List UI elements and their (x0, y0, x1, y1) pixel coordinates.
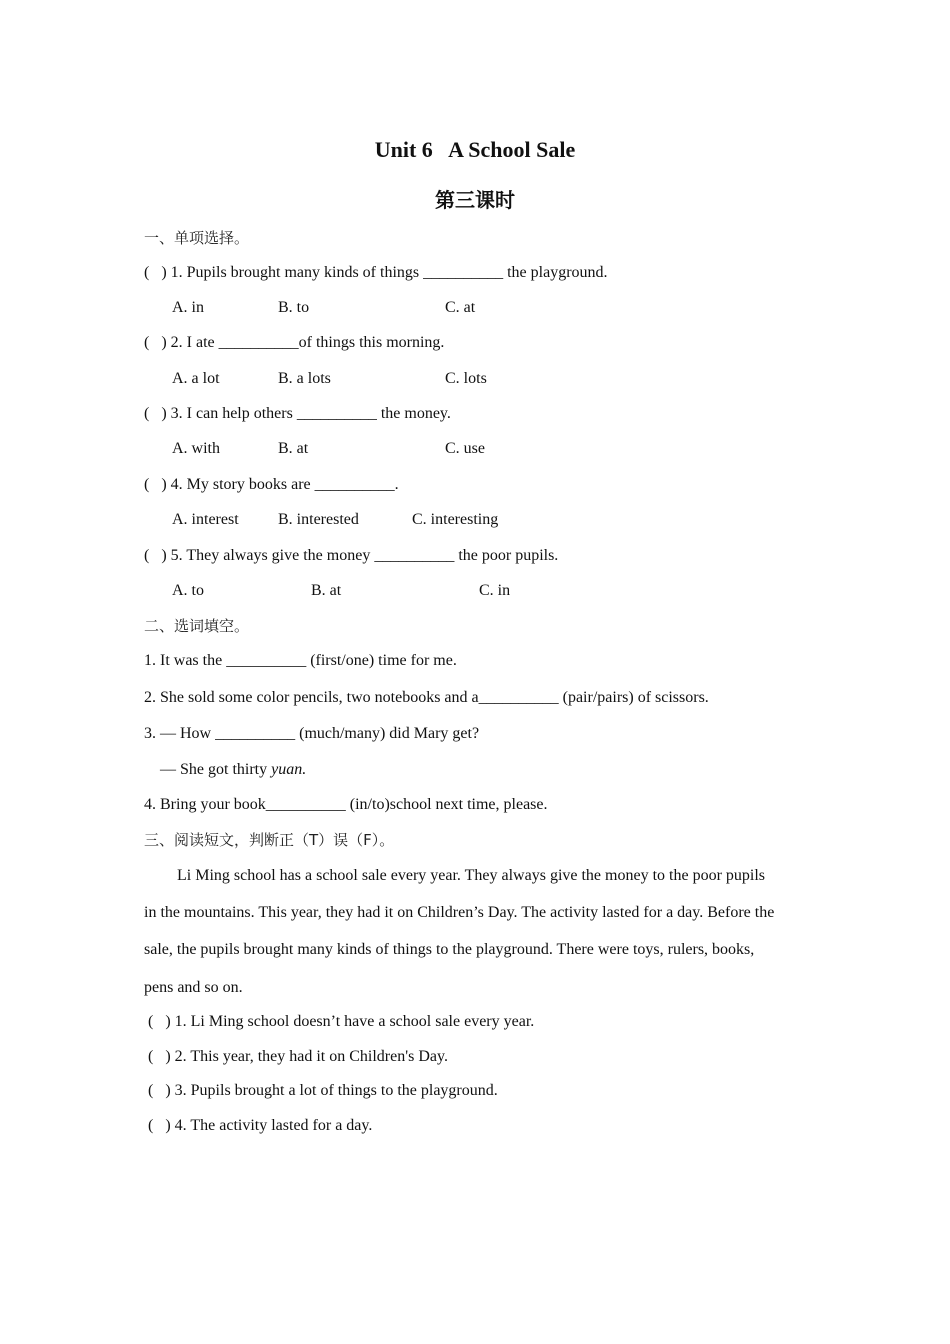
question-4-option-a: A. interest (172, 511, 239, 528)
question-3-option-b: B. at (278, 440, 309, 457)
fill-item-3-answer-text: — She got thirty (160, 761, 272, 778)
passage-line-1: Li Ming school has a school sale every year. They always give the money to the poor pupils (177, 867, 766, 884)
statement-4: ( ) 4. The activity lasted for a day. (148, 1117, 373, 1134)
fill-item-3-answer-unit: yuan. (271, 761, 307, 778)
fill-item-4: 4. Bring your book__________ (in/to)school next time, please. (144, 796, 548, 813)
fill-item-3-answer (160, 760, 306, 780)
section3-heading: 三、阅读短文，判断正（T）误（F）。 (144, 831, 395, 849)
passage-line-2: in the mountains. This year, they had it on Children’s Day. The activity lasted for a day. Before the (144, 904, 775, 921)
question-3-option-c: C. use (445, 440, 485, 457)
section1-heading: 一、单项选择。 (144, 229, 250, 247)
question-5-option-c: C. in (479, 582, 511, 599)
question-3-stem: ( ) 3. I can help others __________ the money. (144, 405, 451, 422)
question-4-option-c: C. interesting (412, 511, 499, 528)
question-5-option-b: B. at (311, 582, 342, 599)
passage-line-3: sale, the pupils brought many kinds of things to the playground. There were toys, rulers, books, (144, 941, 755, 958)
question-5-stem: ( ) 5. They always give the money __________ the poor pupils. (144, 547, 559, 564)
question-3-option-a: A. with (172, 440, 220, 457)
worksheet-title: Unit 6 A School Sale (374, 137, 576, 162)
section2-heading: 二、选词填空。 (144, 617, 250, 635)
passage-line-4: pens and so on. (144, 979, 243, 996)
question-5-option-a: A. to (172, 582, 204, 599)
statement-2: ( ) 2. This year, they had it on Children's Day. (148, 1048, 448, 1065)
question-1-option-a: A. in (172, 299, 204, 316)
lesson-subtitle: 第三课时 (435, 188, 515, 212)
question-4-option-b: B. interested (278, 511, 359, 528)
question-4-stem: ( ) 4. My story books are __________. (144, 476, 399, 493)
question-1-stem: ( ) 1. Pupils brought many kinds of things __________ the playground. (144, 264, 608, 281)
question-2-option-a: A. a lot (172, 370, 220, 387)
fill-item-3: 3. — How __________ (much/many) did Mary get? (144, 725, 480, 742)
question-1-option-c: C. at (445, 299, 476, 316)
fill-item-2: 2. She sold some color pencils, two notebooks and a__________ (pair/pairs) of scissors. (144, 689, 709, 706)
question-1-option-b: B. to (278, 299, 310, 316)
question-2-stem: ( ) 2. I ate __________of things this morning. (144, 334, 445, 351)
statement-3: ( ) 3. Pupils brought a lot of things to the playground. (148, 1082, 498, 1099)
question-2-option-c: C. lots (445, 370, 487, 387)
statement-1: ( ) 1. Li Ming school doesn’t have a school sale every year. (148, 1013, 535, 1030)
fill-item-1: 1. It was the __________ (first/one) time for me. (144, 652, 457, 669)
question-2-option-b: B. a lots (278, 370, 331, 387)
